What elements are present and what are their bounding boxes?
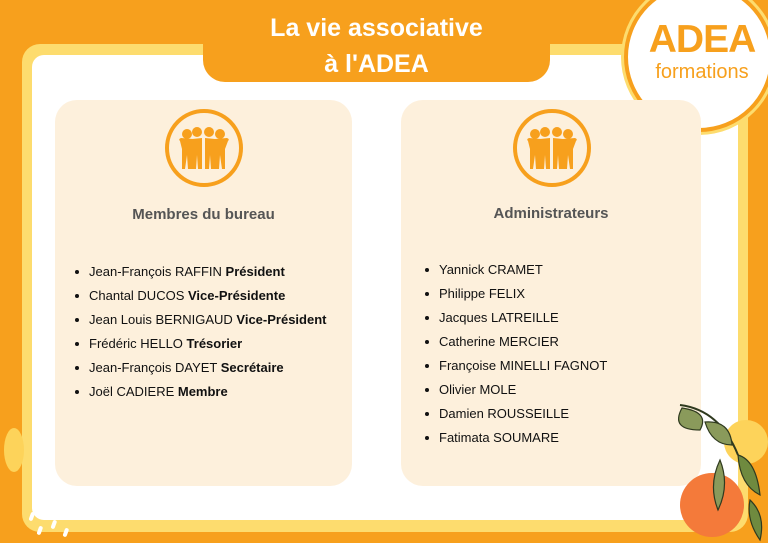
- member-role: Vice-Président: [236, 312, 327, 327]
- list-item: [75, 380, 327, 404]
- page-title: [203, 0, 550, 82]
- group-people-icon: [165, 109, 243, 187]
- member-name: Frédéric HELLO: [89, 336, 183, 351]
- list-item: Françoise MINELLI FAGNOT: [425, 354, 607, 378]
- list-item: Jacques LATREILLE: [425, 306, 607, 330]
- list-item: Olivier MOLE: [425, 378, 607, 402]
- member-role: Vice-Présidente: [188, 288, 286, 303]
- title-line-1: La vie associative: [270, 14, 483, 42]
- list-item: Catherine MERCIER: [425, 330, 607, 354]
- member-name: Chantal DUCOS: [89, 288, 185, 303]
- member-role: Trésorier: [186, 336, 243, 351]
- list-item: [75, 308, 327, 332]
- member-name: Jean-François DAYET: [89, 360, 218, 375]
- logo-brand: ADEA: [648, 18, 756, 61]
- administrateurs-list: [425, 258, 607, 450]
- list-item: [75, 356, 327, 380]
- list-item: [75, 332, 327, 356]
- member-role: Membre: [177, 384, 228, 399]
- bureau-heading: Membres du bureau: [132, 206, 275, 223]
- dots-decoration-icon: [0, 420, 80, 543]
- list-item: Fatimata SOUMARE: [425, 426, 607, 450]
- logo-subtitle: formations: [655, 61, 749, 83]
- member-role: Président: [225, 264, 285, 279]
- bureau-list: [75, 260, 327, 404]
- list-item: Philippe FELIX: [425, 282, 607, 306]
- list-item: [75, 260, 327, 284]
- member-name: Jean Louis BERNIGAUD: [89, 312, 233, 327]
- title-line-2: à l'ADEA: [324, 50, 429, 78]
- member-name: Jean-François RAFFIN: [89, 264, 226, 279]
- list-item: Yannick CRAMET: [425, 258, 607, 282]
- group-people-icon: [513, 109, 591, 187]
- member-role: Secrétaire: [220, 360, 284, 375]
- member-name: Joël CADIERE: [89, 384, 175, 399]
- leaf-decoration-icon: [660, 400, 768, 543]
- administrateurs-heading: Administrateurs: [493, 205, 609, 222]
- list-item: Damien ROUSSEILLE: [425, 402, 607, 426]
- list-item: [75, 284, 327, 308]
- bureau-card: [55, 100, 352, 486]
- administrateurs-card: [401, 100, 701, 486]
